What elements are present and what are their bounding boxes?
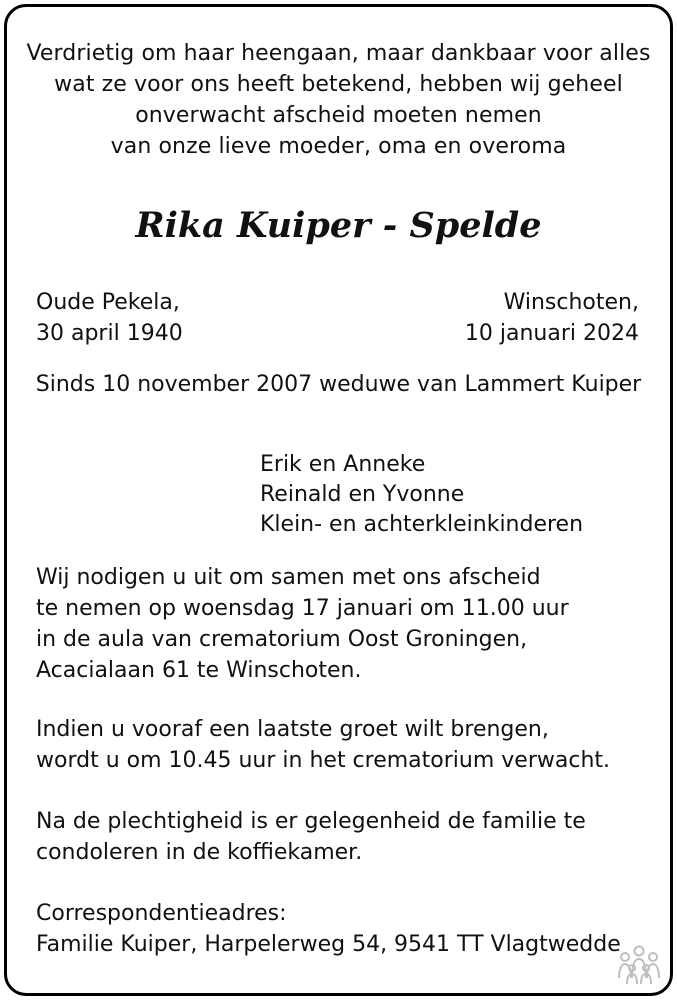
last-greeting-line: wordt u om 10.45 uur in het crematorium verwacht. (36, 748, 611, 773)
death-info (465, 287, 639, 349)
death-place: Winschoten, (503, 290, 639, 315)
death-date: 10 januari 2024 (464, 321, 639, 346)
condolence-line: Na de plechtigheid is er gelegenheid de familie te (36, 809, 586, 834)
widow-line: Sinds 10 november 2007 weduwe van Lammert Kuiper (35, 372, 642, 397)
intro-line: Verdrietig om haar heengaan, maar dankbaar voor alles (26, 41, 651, 66)
condolence-line: condoleren in de koffiekamer. (36, 840, 363, 865)
last-greeting-text (36, 714, 610, 776)
birth-date: 30 april 1940 (36, 321, 183, 346)
family-list (260, 450, 583, 540)
family-member: Erik en Anneke (260, 452, 426, 477)
correspondence-label: Correspondentieadres: (36, 901, 287, 926)
invitation-line: te nemen op woensdag 17 januari om 11.00 uur (36, 596, 569, 621)
intro-line: onverwacht afscheid moeten nemen (135, 103, 542, 128)
intro-text (0, 38, 677, 162)
last-greeting-line: Indien u vooraf een laatste groet wilt brengen, (36, 717, 549, 742)
family-member: Klein- en achterkleinkinderen (260, 512, 584, 537)
family-people-icon (616, 944, 662, 988)
birth-place: Oude Pekela, (36, 290, 180, 315)
invitation-line: Acacialaan 61 te Winschoten. (36, 658, 362, 683)
birth-info (36, 287, 183, 349)
deceased-name: Rika Kuiper - Spelde (135, 205, 542, 246)
family-member: Reinald en Yvonne (260, 482, 465, 507)
invitation-line: Wij nodigen u uit om samen met ons afscheid (36, 565, 541, 590)
intro-line: wat ze voor ons heeft betekend, hebben wij geheel (54, 72, 623, 97)
correspondence-block (36, 898, 621, 960)
condolence-text (36, 806, 586, 868)
invitation-text (36, 562, 569, 686)
intro-line: van onze lieve moeder, oma en overoma (110, 134, 567, 159)
correspondence-address: Familie Kuiper, Harpelerweg 54, 9541 TT Vlagtwedde (36, 932, 621, 957)
invitation-line: in de aula van crematorium Oost Groningen, (36, 627, 528, 652)
